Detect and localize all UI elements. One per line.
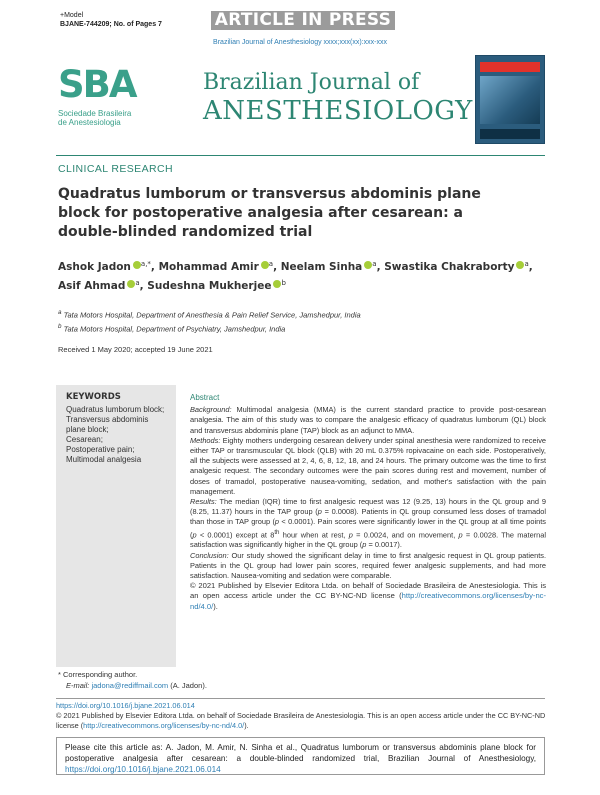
- ordinal-sup: th: [274, 528, 280, 536]
- citation-doi-link[interactable]: https://doi.org/10.1016/j.bjane.2021.06.014: [65, 765, 221, 774]
- results-text: < 0.0001). Pain scores were significantly lower in the QL group at all time points (: [190, 517, 547, 540]
- author-affil-sup[interactable]: a: [268, 260, 274, 268]
- manuscript-meta: [60, 11, 170, 29]
- abstract-background: [190, 405, 546, 436]
- keywords-box: [56, 385, 176, 667]
- background-text: Multimodal analgesia (MMA) is the current standard practice to provide post-cesarean analgesia. The aim of this study was to compare the analgesic efficacy of quadratus lumborum (QL) block and transversus abdominis plane (TAP) block as an adjunct to MMA.: [190, 405, 546, 435]
- results-text: The median (IQR) time to first analgesic request was 12 (9.25, 13) hours in the QL group and 9 (8.25, 11.37) hours in the TAP group (: [190, 497, 547, 517]
- affiliation-sup: a: [58, 309, 62, 316]
- keyword-item: Transversus abdominis plane block;: [66, 415, 149, 434]
- cover-red-band: [480, 62, 540, 72]
- author-separator: ,: [139, 280, 148, 292]
- author-name[interactable]: Sudeshna Mukherjee: [147, 280, 272, 292]
- author-affil-sup[interactable]: a,*: [140, 260, 151, 268]
- orcid-icon[interactable]: [261, 261, 269, 269]
- p-value-symbol: p: [458, 530, 463, 540]
- affiliation-text: Tata Motors Hospital, Department of Psychiatry, Jamshedpur, India: [63, 324, 286, 333]
- methods-text: Eighty mothers undergoing cesarean delivery under spinal anesthesia were randomized to receive either TAP or transmuscular QL block (QLB) with 20 mL 0.375% ropivacaine on each side. Postoperatively, all the subjects were assessed at 2, 4, 6, 8, 12, 18, and 24 hours. The primary outcome was the time to first analgesic request. The secondary outcomes were the pain scores during rest and movement, number of doses of tramadol, postoperative nausea-vomiting, sedation, and mother's satisfaction with the pain management.: [190, 435, 546, 496]
- cover-image: [480, 76, 540, 124]
- p-value-symbol: p: [362, 540, 367, 550]
- copyright-end: ).: [213, 601, 218, 611]
- license-link[interactable]: http://creativecommons.org/licenses/by-nc-nd/4.0/: [190, 591, 546, 611]
- corresponding-author: [58, 669, 207, 691]
- sba-logo: [58, 63, 138, 153]
- corresponding-label: Corresponding author.: [63, 670, 138, 679]
- email-link[interactable]: jadona@rediffmail.com: [91, 681, 169, 690]
- keyword-item: Multimodal analgesia: [66, 455, 142, 464]
- email-owner: (A. Jadon).: [170, 681, 207, 690]
- conclusion-text: Our study showed the significant delay in time to first analgesic request in QL group patients. Patients in the QL group had lower pain scores, required fewer analgesic supplements, and had more satisfaction. Nausea-vomiting and sedation were comparable.: [190, 550, 547, 580]
- manuscript-id: BJANE-744209; No. of Pages 7: [60, 21, 162, 28]
- citation-box: [56, 737, 545, 775]
- journal-name-line1: Brazilian Journal of: [203, 70, 420, 95]
- header-divider: [56, 155, 545, 156]
- copyright-text: © 2021 Published by Elsevier Editora Ltda. on behalf of Sociedade Brasileira de Anestesiologia. This is an open access article under the CC BY-NC-ND license (: [190, 581, 546, 601]
- logo-sub-line2: de Anestesiologia: [58, 118, 121, 127]
- footer-copyright: © 2021 Published by Elsevier Editora Ltda. on behalf of Sociedade Brasileira de Anestesiologia. This is an open access article under the CC BY-NC-ND license (: [56, 711, 546, 730]
- affiliation-sup: b: [58, 322, 62, 330]
- author-separator: ,: [376, 261, 385, 273]
- abstract-results: [190, 497, 546, 550]
- author-affil-sup[interactable]: a: [524, 260, 529, 268]
- received-dates: Received 1 May 2020; accepted 19 June 2021: [58, 345, 213, 354]
- author-separator: ,: [150, 261, 159, 273]
- author-name[interactable]: Asif Ahmad: [58, 280, 126, 292]
- methods-label: Methods:: [190, 435, 221, 445]
- citation-text: Please cite this article as: A. Jadon, M. Amir, N. Sinha et al., Quadratus lumborum or transversus abdominis plane block for postoperative analgesia after cesarean: a double-blinded randomized trial, Brazilian Journal of Anesthesiology,: [65, 743, 536, 763]
- author-affil-sup[interactable]: b: [281, 279, 286, 287]
- journal-name-line2: ANESTHESIOLOGY: [203, 96, 473, 126]
- footer-license-link[interactable]: http://creativecommons.org/licenses/by-nc-nd/4.0/: [83, 721, 245, 730]
- results-text: = 0.0028. The maternal satisfaction was significantly higher in the QL group (: [190, 530, 547, 550]
- results-text: = 0.0008). Patients in QL group consumed less doses of tramadol than those in TAP group (: [190, 507, 546, 527]
- affiliation-item: [58, 321, 538, 335]
- cover-footer-band: [480, 129, 540, 139]
- journal-cover-thumbnail[interactable]: [475, 55, 545, 144]
- affiliations: [58, 307, 538, 334]
- keyword-item: Cesarean;: [66, 435, 103, 444]
- author-separator: ,: [528, 261, 533, 273]
- section-label: CLINICAL RESEARCH: [58, 163, 173, 175]
- abstract: [190, 393, 546, 612]
- orcid-icon[interactable]: [133, 261, 141, 269]
- author-affil-sup[interactable]: a: [135, 279, 140, 287]
- results-text: hour when at rest,: [279, 530, 349, 540]
- keyword-item: Quadratus lumborum block;: [66, 405, 165, 414]
- journal-reference-link[interactable]: Brazilian Journal of Anesthesiology xxxx;xxx(xx):xxx-xxx: [213, 39, 387, 46]
- p-value-symbol: p: [317, 507, 322, 517]
- author-separator: ,: [273, 261, 281, 273]
- abstract-conclusion: [190, 551, 546, 582]
- abstract-methods: [190, 436, 546, 497]
- author-name[interactable]: Neelam Sinha: [280, 261, 363, 273]
- doi-link[interactable]: https://doi.org/10.1016/j.bjane.2021.06.014: [56, 701, 195, 710]
- logo-sub-line1: Sociedade Brasileira: [58, 109, 132, 118]
- author-name[interactable]: Swastika Chakraborty: [384, 261, 515, 273]
- article-in-press-banner: ARTICLE IN PRESS: [211, 11, 395, 30]
- results-label: Results:: [190, 497, 217, 507]
- p-value-symbol: p: [274, 517, 280, 527]
- footer-divider: [56, 698, 545, 699]
- p-value-symbol: p: [192, 530, 197, 540]
- keyword-item: Postoperative pain;: [66, 445, 135, 454]
- author-name[interactable]: Ashok Jadon: [58, 261, 131, 273]
- abstract-heading: Abstract: [190, 393, 220, 402]
- abstract-copyright: [190, 581, 546, 612]
- logo-mark: SBA: [58, 63, 136, 106]
- results-text: = 0.0024, and on movement,: [352, 530, 459, 540]
- affiliation-text: Tata Motors Hospital, Department of Anesthesia & Pain Relief Service, Jamshedpur, India: [63, 310, 361, 320]
- article-title: Quadratus lumborum or transversus abdominis plane block for postoperative analgesia after cesarean: a double-blinded randomized trial: [58, 186, 481, 240]
- results-text: = 0.0017).: [366, 540, 402, 550]
- model-label: +Model: [60, 12, 84, 19]
- author-list: [58, 256, 538, 294]
- background-label: Background:: [190, 405, 232, 415]
- footer-copyright-end: ).: [244, 721, 249, 730]
- journal-name: [203, 70, 473, 126]
- p-value-symbol: p: [348, 530, 353, 540]
- email-label: E-mail:: [66, 681, 90, 690]
- author-name[interactable]: Mohammad Amir: [158, 261, 259, 273]
- results-text: < 0.0001) except at 8: [196, 530, 275, 540]
- asterisk-marker: *: [58, 670, 64, 679]
- footer-notes: [56, 701, 546, 731]
- conclusion-label: Conclusion:: [190, 550, 229, 560]
- keywords-heading: KEYWORDS: [66, 392, 121, 402]
- affiliation-item: [58, 307, 538, 321]
- author-affil-sup[interactable]: a: [372, 260, 377, 268]
